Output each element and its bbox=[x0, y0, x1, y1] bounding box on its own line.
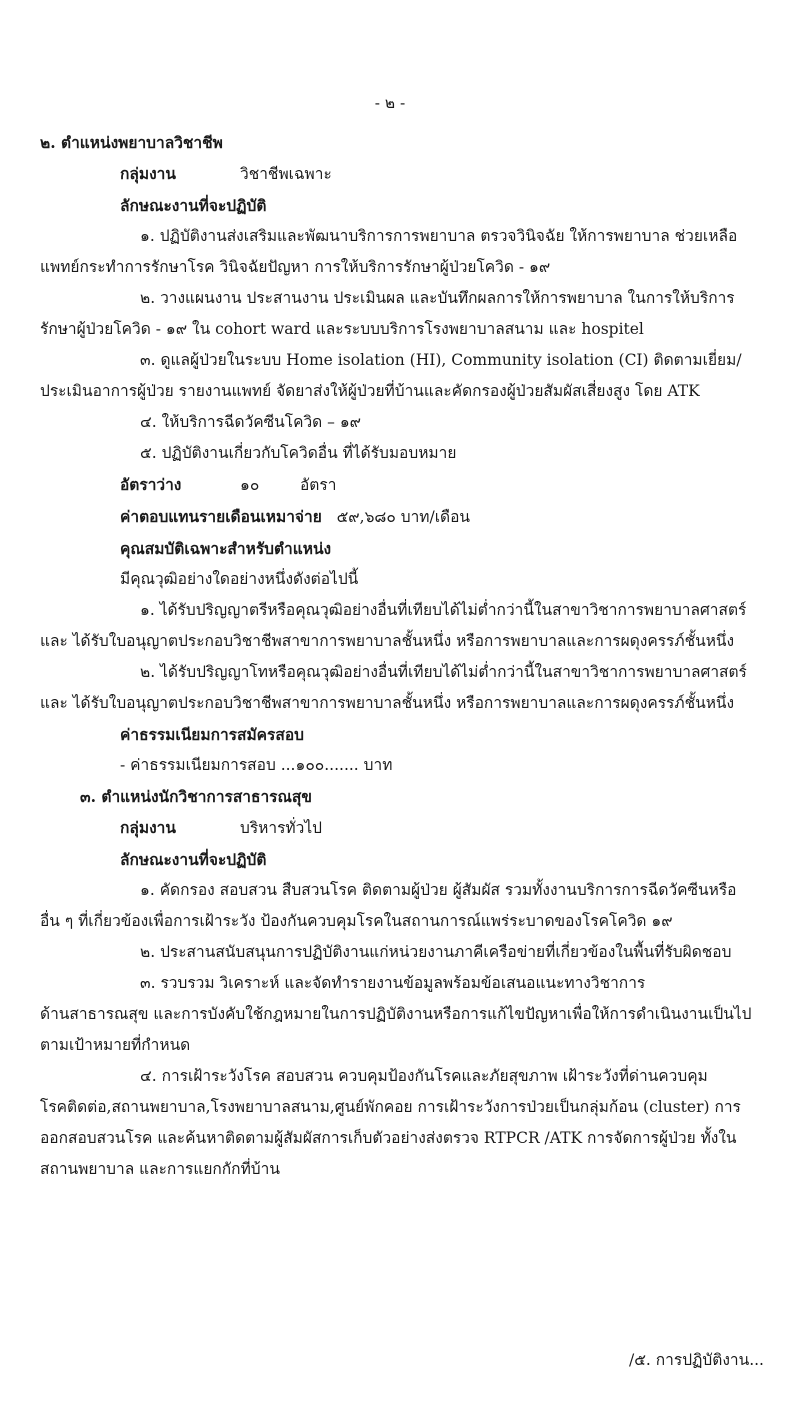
duty-line: ๓. รวบรวม วิเคราะห์ และจัดทำรายงานข้อมูลพร้อมข้อเสนอแนะทางวิชาการ bbox=[140, 974, 646, 992]
vacancy-unit: อัตรา bbox=[300, 476, 337, 494]
duty-line: ประเมินอาการผู้ป่วย รายงานแพทย์ จัดยาส่งให้ผู้ป่วยที่บ้านและคัดกรองผู้ป่วยสัมผัสเสี่ยงสูง โดย ATK bbox=[40, 382, 700, 400]
section-3-duties-title: ลักษณะงานที่จะปฏิบัติ bbox=[120, 850, 267, 869]
duty-line: ๔. การเฝ้าระวังโรค สอบสวน ควบคุมป้องกันโรคและภัยสุขภาพ เฝ้าระวังที่ด่านควบคุม bbox=[140, 1067, 708, 1085]
group-value: บริหารทั่วไป bbox=[240, 819, 322, 837]
section-3-group bbox=[40, 812, 780, 844]
duty-line: ๔. ให้บริการฉีดวัคซีนโควิด – ๑๙ bbox=[140, 413, 362, 431]
page-number: - ๒ - bbox=[374, 94, 406, 112]
duty-line: แพทย์กระทำการรักษาโรค วินิจฉัยปัญหา การให้บริการรักษาผู้ป่วยโควิด - ๑๙ bbox=[40, 258, 551, 276]
salary-label: ค่าตอบแทนรายเดือนเหมาจ่าย bbox=[120, 507, 322, 526]
qualification-title: คุณสมบัติเฉพาะสำหรับตำแหน่ง bbox=[120, 539, 332, 558]
qualification-intro: มีคุณวุฒิอย่างใดอย่างหนึ่งดังต่อไปนี้ bbox=[120, 570, 359, 588]
qualification-line: และ ได้รับใบอนุญาตประกอบวิชาชีพสาขาการพยาบาลชั้นหนึ่ง หรือการพยาบาลและการผดุงครรภ์ชั้นหนึ่ง bbox=[40, 632, 735, 650]
group-label: กลุ่มงาน bbox=[120, 818, 176, 837]
duty-line: ๒. ประสานสนับสนุนการปฏิบัติงานแก่หน่วยงานภาคีเครือข่ายที่เกี่ยวข้องในพื้นที่รับผิดชอบ bbox=[140, 943, 732, 961]
fee-title: ค่าธรรมเนียมการสมัครสอบ bbox=[120, 725, 304, 744]
duty-line: ตามเป้าหมายที่กำหนด bbox=[40, 1036, 191, 1054]
duty-line: ๑. คัดกรอง สอบสวน สืบสวนโรค ติดตามผู้ป่วย ผู้สัมผัส รวมทั้งงานบริการการฉีดวัคซีนหรือ bbox=[140, 881, 737, 899]
section-3-title: ๓. ตำแหน่งนักวิชาการสาธารณสุข bbox=[80, 787, 312, 806]
section-2-duties-title: ลักษณะงานที่จะปฏิบัติ bbox=[120, 196, 267, 215]
duty-line: โรคติดต่อ,สถานพยาบาล,โรงพยาบาลสนาม,ศูนย์พักคอย การเฝ้าระวังการป่วยเป็นกลุ่มก้อน (cluster) การ bbox=[40, 1098, 741, 1116]
duty-line: อื่น ๆ ที่เกี่ยวข้องเพื่อการเฝ้าระวัง ป้องกันควบคุมโรคในสถานการณ์แพร่ระบาดของโรคโควิด ๑๙ bbox=[40, 912, 673, 930]
duty-line: ๑. ปฏิบัติงานส่งเสริมและพัฒนาบริการการพยาบาล ตรวจวินิจฉัย ให้การพยาบาล ช่วยเหลือ bbox=[140, 227, 738, 245]
duty-line: ๕. ปฏิบัติงานเกี่ยวกับโควิดอื่น ที่ได้รับมอบหมาย bbox=[140, 444, 457, 462]
vacancy-value: ๑๐ bbox=[240, 476, 260, 494]
duty-line: ๓. ดูแลผู้ป่วยในระบบ Home isolation (HI), Community isolation (CI) ติดตามเยี่ยม/ bbox=[140, 351, 742, 369]
duty-line: ออกสอบสวนโรค และค้นหาติดตามผู้สัมผัสการเก็บตัวอย่างส่งตรวจ RTPCR /ATK การจัดการผู้ป่วย ทั้งใน bbox=[40, 1129, 737, 1147]
group-label: กลุ่มงาน bbox=[120, 164, 176, 183]
duty-line: สถานพยาบาล และการแยกกักที่บ้าน bbox=[40, 1160, 280, 1178]
salary-value: ๕๙,๖๘๐ บาท/เดือน bbox=[336, 508, 471, 526]
section-2-title: ๒. ตำแหน่งพยาบาลวิชาชีพ bbox=[40, 133, 223, 152]
qualification-line: ๒. ได้รับปริญญาโทหรือคุณวุฒิอย่างอื่นที่เทียบได้ไม่ต่ำกว่านี้ในสาขาวิชาการพยาบาลศาสตร์ bbox=[140, 663, 747, 681]
vacancy-row bbox=[40, 469, 780, 501]
section-2-group bbox=[40, 158, 780, 190]
duty-line: รักษาผู้ป่วยโควิด - ๑๙ ใน cohort ward และระบบบริการโรงพยาบาลสนาม และ hospitel bbox=[40, 320, 644, 338]
group-value: วิชาชีพเฉพาะ bbox=[240, 165, 332, 183]
continuation-note: /๕. การปฏิบัติงาน... bbox=[628, 1351, 764, 1369]
duty-line: ด้านสาธารณสุข และการบังคับใช้กฎหมายในการปฏิบัติงานหรือการแก้ไขปัญหาเพื่อให้การดำเนินงานเป็นไป bbox=[40, 1005, 752, 1023]
vacancy-label: อัตราว่าง bbox=[120, 475, 182, 494]
qualification-line: และ ได้รับใบอนุญาตประกอบวิชาชีพสาขาการพยาบาลชั้นหนึ่ง หรือการพยาบาลและการผดุงครรภ์ชั้นหนึ่ง bbox=[40, 694, 735, 712]
fee-line: - ค่าธรรมเนียมการสอบ ...๑๐๐....... บาท bbox=[120, 756, 393, 774]
qualification-line: ๑. ได้รับปริญญาตรีหรือคุณวุฒิอย่างอื่นที่เทียบได้ไม่ต่ำกว่านี้ในสาขาวิชาการพยาบาลศาสตร์ bbox=[140, 601, 747, 619]
duty-line: ๒. วางแผนงาน ประสานงาน ประเมินผล และบันทึกผลการให้การพยาบาล ในการให้บริการ bbox=[140, 289, 735, 307]
salary-row bbox=[40, 501, 780, 533]
